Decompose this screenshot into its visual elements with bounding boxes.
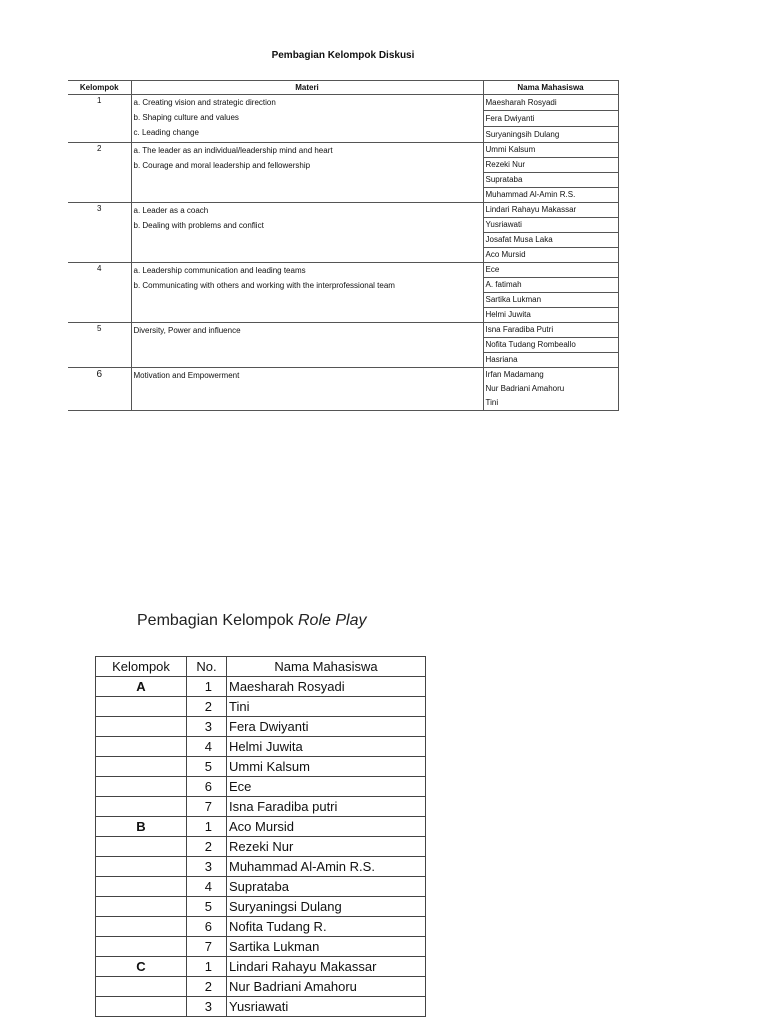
group-number: 5 [68, 323, 131, 368]
table-row [96, 757, 426, 777]
student-name: Aco Mursid [485, 250, 526, 259]
header-nama-mahasiswa: Nama Mahasiswa [483, 81, 618, 95]
student-name: Hasriana [485, 355, 518, 364]
student-name-cell: Yusriawati [227, 997, 426, 1017]
materi-item: Diversity, Power and influence [133, 326, 241, 335]
number-cell: 3 [187, 857, 227, 877]
diskusi-title: Pembagian Kelompok Diskusi [271, 50, 415, 61]
student-name: A. fatimah [484, 278, 618, 293]
header-kelompok: Kelompok [68, 81, 131, 95]
student-name: Irfan Madamang [485, 370, 544, 379]
group-materi [131, 368, 483, 411]
student-name: Helmi Juwita [485, 310, 531, 319]
number-cell: 4 [187, 737, 227, 757]
student-name: Ummi Kalsum [484, 143, 618, 158]
group-number: 6 [68, 368, 131, 411]
materi-item: c. Leading change [133, 128, 199, 137]
table-row [96, 877, 426, 897]
number-cell: 3 [187, 717, 227, 737]
kelompok-cell: A [96, 677, 187, 697]
student-name-cell: Maesharah Rosyadi [227, 677, 426, 697]
table-row [96, 677, 426, 697]
number-cell: 2 [187, 837, 227, 857]
student-name: Suprataba [484, 173, 618, 188]
kelompok-cell [96, 877, 187, 897]
student-name-cell: Helmi Juwita [227, 737, 426, 757]
table-row [96, 837, 426, 857]
student-name: Yusriawati [484, 218, 618, 233]
number-cell: 6 [187, 917, 227, 937]
materi-item: a. The leader as an individual/leadership mind and heart [133, 146, 333, 155]
diskusi-table [68, 80, 619, 411]
table-row [96, 737, 426, 757]
table-row [96, 857, 426, 877]
header-kelompok: Kelompok [96, 657, 187, 677]
student-name-cell: Rezeki Nur [227, 837, 426, 857]
roleplay-table [95, 656, 426, 1017]
header-no: No. [187, 657, 227, 677]
materi-item: a. Leader as a coach [133, 206, 209, 215]
roleplay-title-italic: Role Play [297, 612, 367, 629]
number-cell: 1 [187, 817, 227, 837]
kelompok-cell: C [96, 957, 187, 977]
table-row [96, 917, 426, 937]
kelompok-cell [96, 697, 187, 717]
materi-item: b. Courage and moral leadership and fellowership [133, 161, 311, 170]
student-name-cell: Isna Faradiba putri [227, 797, 426, 817]
student-name-cell: Nur Badriani Amahoru [227, 977, 426, 997]
student-name: Josafat Musa Laka [484, 233, 618, 248]
kelompok-cell [96, 917, 187, 937]
student-name-cell: Ece [227, 777, 426, 797]
group-materi [131, 143, 483, 203]
student-name: Fera Dwiyanti [484, 111, 618, 127]
student-name: Ece [484, 263, 618, 278]
group-materi [131, 323, 483, 368]
table-row [96, 977, 426, 997]
number-cell: 5 [187, 757, 227, 777]
group-materi [131, 95, 483, 143]
group-names [483, 263, 618, 323]
number-cell: 6 [187, 777, 227, 797]
number-cell: 4 [187, 877, 227, 897]
kelompok-cell [96, 837, 187, 857]
kelompok-cell [96, 797, 187, 817]
table-row [96, 777, 426, 797]
materi-item: b. Communicating with others and working with the interprofessional team [133, 281, 395, 290]
group-names [483, 95, 618, 143]
roleplay-table-body [96, 677, 426, 1017]
student-name-cell: Aco Mursid [227, 817, 426, 837]
diskusi-group-row [68, 95, 618, 143]
student-name: Nofita Tudang Rombeallo [484, 338, 618, 353]
student-name: Sartika Lukman [484, 293, 618, 308]
group-number: 3 [68, 203, 131, 263]
materi-item: a. Creating vision and strategic direction [133, 98, 276, 107]
student-name: Rezeki Nur [484, 158, 618, 173]
student-name: Isna Faradiba Putri [484, 323, 618, 338]
materi-item: a. Leadership communication and leading teams [133, 266, 306, 275]
student-name: Maesharah Rosyadi [484, 95, 618, 111]
table-row [96, 797, 426, 817]
kelompok-cell [96, 717, 187, 737]
number-cell: 7 [187, 797, 227, 817]
kelompok-cell [96, 737, 187, 757]
kelompok-cell [96, 977, 187, 997]
table-row [96, 897, 426, 917]
table-row [96, 697, 426, 717]
group-materi [131, 203, 483, 263]
header-nama-mahasiswa: Nama Mahasiswa [227, 657, 426, 677]
student-name-cell: Nofita Tudang R. [227, 917, 426, 937]
number-cell: 2 [187, 977, 227, 997]
diskusi-header-row [68, 81, 618, 95]
table-row [96, 997, 426, 1017]
group-materi [131, 263, 483, 323]
kelompok-cell [96, 857, 187, 877]
number-cell: 7 [187, 937, 227, 957]
group-names [483, 368, 618, 411]
group-names [483, 143, 618, 203]
student-name: Lindari Rahayu Makassar [484, 203, 618, 218]
student-name-cell: Suryaningsi Dulang [227, 897, 426, 917]
roleplay-header-row [96, 657, 426, 677]
student-name-cell: Muhammad Al-Amin R.S. [227, 857, 426, 877]
table-row [96, 817, 426, 837]
number-cell: 3 [187, 997, 227, 1017]
group-number: 4 [68, 263, 131, 323]
kelompok-cell [96, 997, 187, 1017]
kelompok-cell [96, 897, 187, 917]
table-row [96, 937, 426, 957]
kelompok-cell [96, 937, 187, 957]
group-number: 1 [68, 95, 131, 143]
kelompok-cell [96, 777, 187, 797]
diskusi-group-row [68, 368, 618, 411]
student-name-cell: Fera Dwiyanti [227, 717, 426, 737]
materi-item: b. Shaping culture and values [133, 113, 239, 122]
student-name-cell: Sartika Lukman [227, 937, 426, 957]
student-name: Nur Badriani Amahoru [485, 384, 565, 393]
student-name: Tini [485, 398, 499, 407]
table-row [96, 717, 426, 737]
kelompok-cell: B [96, 817, 187, 837]
group-names [483, 323, 618, 368]
number-cell: 1 [187, 957, 227, 977]
number-cell: 2 [187, 697, 227, 717]
diskusi-group-row [68, 143, 618, 203]
student-name: Suryaningsih Dulang [485, 130, 560, 139]
materi-item: Motivation and Empowerment [133, 371, 240, 380]
roleplay-title [137, 612, 366, 630]
kelompok-cell [96, 757, 187, 777]
diskusi-group-row [68, 263, 618, 323]
header-materi: Materi [131, 81, 483, 95]
group-names [483, 203, 618, 263]
roleplay-title-text: Pembagian Kelompok [137, 612, 298, 629]
student-name-cell: Tini [227, 697, 426, 717]
student-name: Muhammad Al-Amin R.S. [485, 190, 576, 199]
student-name-cell: Ummi Kalsum [227, 757, 426, 777]
diskusi-group-row [68, 203, 618, 263]
number-cell: 1 [187, 677, 227, 697]
table-row [96, 957, 426, 977]
materi-item: b. Dealing with problems and conflict [133, 221, 264, 230]
group-number: 2 [68, 143, 131, 203]
diskusi-group-row [68, 323, 618, 368]
student-name-cell: Suprataba [227, 877, 426, 897]
student-name-cell: Lindari Rahayu Makassar [227, 957, 426, 977]
number-cell: 5 [187, 897, 227, 917]
